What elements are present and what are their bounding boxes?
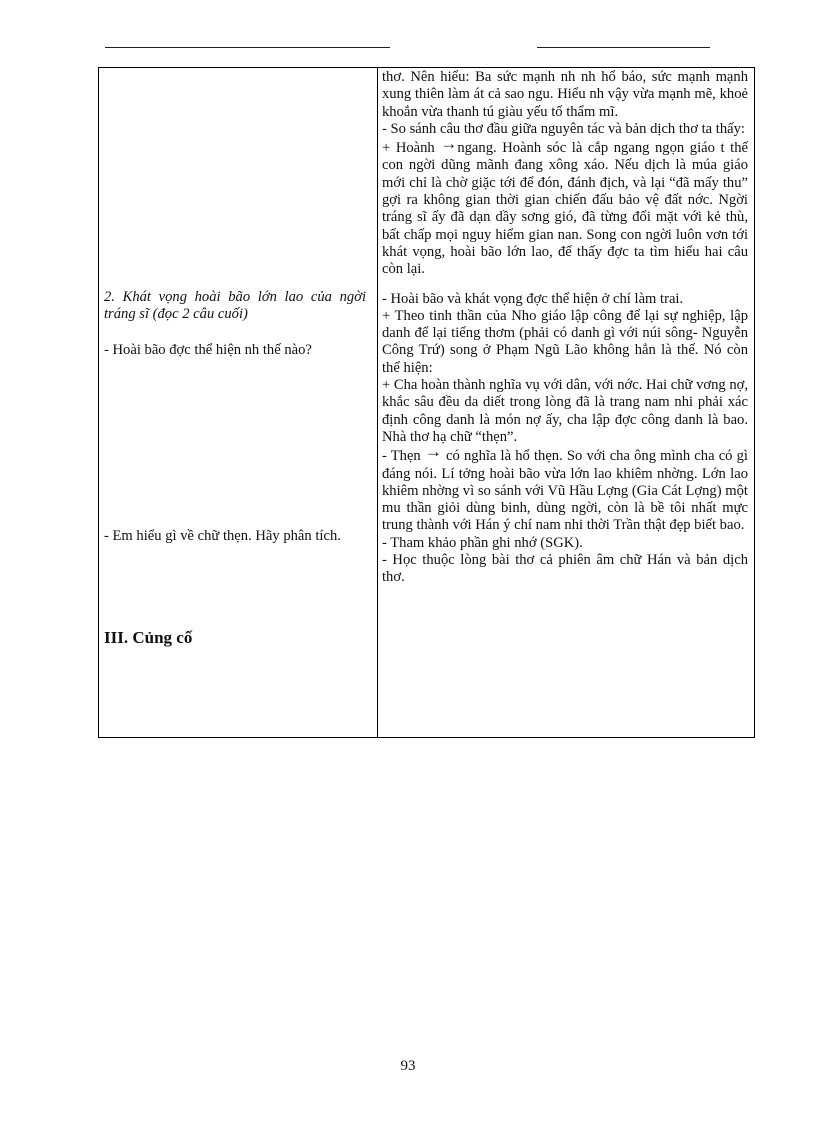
hoanh-label: + Hoành bbox=[382, 140, 435, 157]
than-label: - Thẹn bbox=[382, 448, 421, 465]
paragraph-confucian-spirit: + Theo tinh thần của Nho giáo lập công để lại sự nghiệp, lập danh để lại tiếng thơm (phải có danh gì với núi sông- Nguyễn Công Trứ) song ở Phạm Ngũ Lão không hẳn là thế. Nó còn thể hiện: bbox=[382, 307, 748, 376]
paragraph-than-meaning bbox=[382, 442, 748, 534]
right-column bbox=[382, 69, 748, 587]
paragraph-ambition-manhood: - Hoài bão và khát vọng đợc thể hiện ở chí làm trai. bbox=[382, 290, 684, 307]
header-rule-left bbox=[105, 47, 390, 48]
section3-title: III. Củng cố bbox=[104, 628, 193, 647]
header-rule-right bbox=[537, 47, 710, 48]
section2-question: - Hoài bão đợc thể hiện nh thế nào? bbox=[104, 342, 312, 358]
paragraph-compare-translation: - So sánh câu thơ đầu giữa nguyên tác và bản dịch thơ ta thấy: bbox=[382, 120, 745, 137]
paragraph-memorize-poem: - Học thuộc lòng bài thơ cả phiên âm chữ Hán và bản dịch thơ. bbox=[382, 552, 748, 586]
paragraph-strength-meaning: thơ. Nên hiểu: Ba sức mạnh nh nh hổ báo, sức mạnh mạnh xung thiên làm át cả sao ngu. Hiểu nh vậy vừa mạnh mẽ, khoẻ khoắn vừa thanh tú giàu yếu tố thẩm mĩ. bbox=[382, 69, 748, 120]
question-than: - Em hiểu gì về chữ thẹn. Hãy phân tích. bbox=[104, 528, 341, 544]
table-column-divider bbox=[377, 67, 378, 738]
arrow-right-icon: → bbox=[440, 134, 458, 154]
arrow-right-icon: → bbox=[424, 442, 442, 462]
page-number: 93 bbox=[400, 1058, 416, 1074]
paragraph-debt-duty: + Cha hoàn thành nghĩa vụ với dân, với nớc. Hai chữ vơng nợ, khắc sâu đều da diết trong lòng đã là trang nam nhi phải xác định công danh là món nợ ấy, cha lập đợc công danh là bao. Nhà thơ hạ chữ “thẹn”. bbox=[382, 377, 748, 445]
paragraph-hoanh-soc bbox=[382, 134, 748, 278]
section2-title: 2. Khát vọng hoài bão lớn lao của ngời tráng sĩ (đọc 2 câu cuối) bbox=[104, 289, 366, 323]
than-explanation: có nghĩa là hổ thẹn. So với cha ông mình cha có gì đáng nói. Lí tởng hoài bão vừa lớn lao khiêm nhờng. Lớn lao khiêm nhờng vì so sánh với Vũ Hầu Lợng (Gia Cát Lợng) một mu thần giỏi dùng binh, dùng ngời, còn là bề tôi nhất mực trung thành với Hán ý chí nam nhi thời Trần thật đẹp biết bao. bbox=[382, 448, 748, 534]
hoanh-explanation: ngang. Hoành sóc là cắp ngang ngọn giáo t thế con ngời dũng mãnh đang xông xáo. Nếu dịch là múa giáo mới chỉ là chờ giặc tới để đón, đánh địch, và lại “đã mấy thu” gợi ra không gian thời gian chiến đấu bảo vệ đất nớc. Ngời tráng sĩ ấy đã dạn dầy sơng gió, đã từng đối mặt với kẻ thù, bất chấp mọi nguy hiểm gian nan. Song con ngời luôn vơn tới khát vọng, hoài bão lớn lao, để thấy đợc ta tìm hiểu hai câu còn lại. bbox=[382, 140, 748, 278]
paragraph-reference-sgk: - Tham khảo phần ghi nhớ (SGK). bbox=[382, 534, 583, 551]
